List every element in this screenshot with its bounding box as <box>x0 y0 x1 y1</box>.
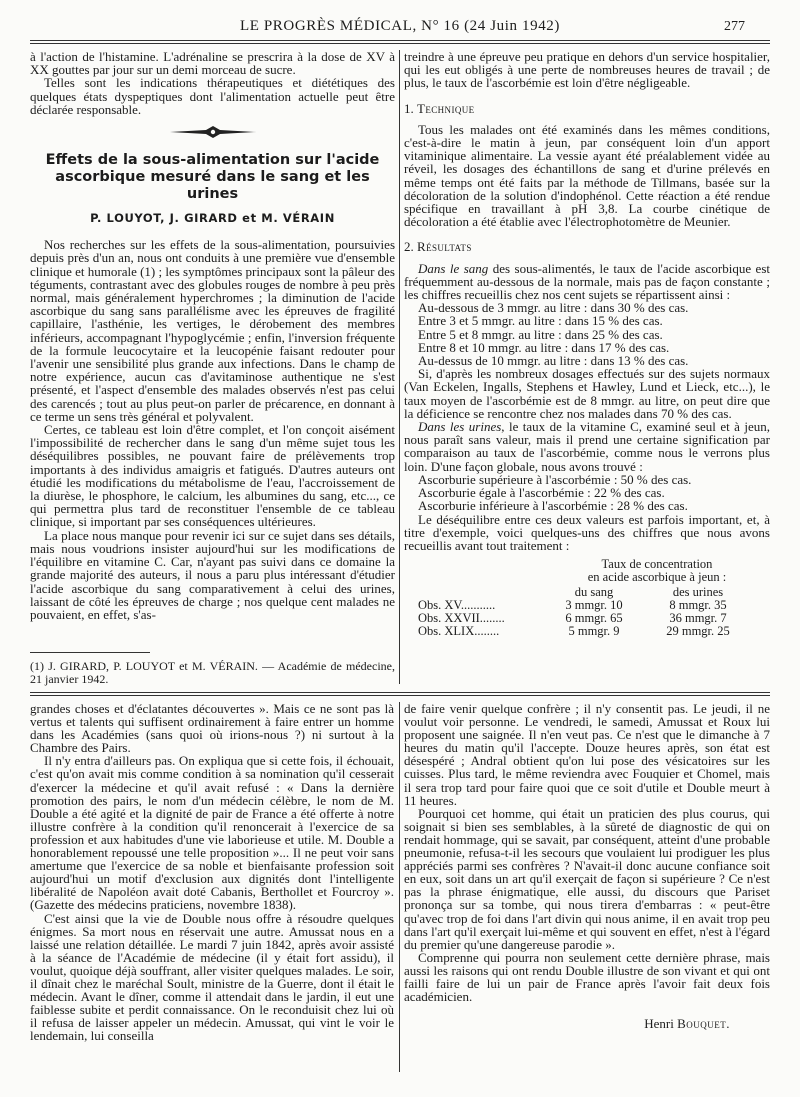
section-number: 2. <box>404 239 414 255</box>
blood-results-list <box>404 301 770 367</box>
page-number: 277 <box>724 19 745 34</box>
list-item: Au-dessous de 3 mmgr. au litre : dans 30 % des cas. <box>418 300 689 316</box>
blood-value: 3 mmgr. 10 <box>565 598 623 613</box>
body-paragraph: treindre à une épreuve peu pratique en dehors d'un service hospitalier, qui les eut obligés à une perte de nombreuses heures de travail ; de plus, le taux de l'ascorbémie est loin d'être négligeable. <box>404 49 770 91</box>
section-separator <box>30 692 770 693</box>
text-run: , le taux de la vitamine C, examiné seul et à jeun, nous paraît sans valeur, mais il prend une certaine signification par comparaison au taux de l'ascorbémie, comme nous le verrons plus loin. D'une façon globale, nous avons trouvé : <box>404 419 770 474</box>
header-rule-2 <box>30 43 770 44</box>
body-paragraph: La place nous manque pour revenir ici sur ce sujet dans ses détails, mais nous voudrions insister aujourd'hui sur les modifications de l'équilibre en vitamine C. Car, n'ayant pas suivi dans ce domaine la grande majorité des auteurs, il nous a paru plus intéressant d'étudier l'acide ascorbique du sang comparativement à celui des urines, laissant de côté les épreuves de charge ; nos quelque cent malades ne pouvaient, en effet, s'as- <box>30 527 395 622</box>
top-right-column <box>404 50 770 638</box>
body-paragraph: grandes choses et d'éclatantes découvertes ». Mais ce ne sont pas là vertus et talents qui suffisent ordinairement à faire entrer un homme dans les Académies (sans quoi où irions-nous ?) ni surtout à la Chambre des Pairs. <box>30 701 394 756</box>
section-ornament <box>30 126 395 138</box>
list-item: Ascorburie supérieure à l'ascorbémie : 50 % des cas. <box>418 471 692 487</box>
list-item: Ascorburie inférieure à l'ascorbémie : 28 % des cas. <box>418 498 688 514</box>
list-item: Entre 3 et 5 mmgr. au litre : dans 15 % des cas. <box>418 313 663 329</box>
body-paragraph: Le déséquilibre entre ces deux valeurs est parfois important, et, à titre d'exemple, voici quelques-uns des chiffres que nous avons recueillis avant tout traitement : <box>404 511 770 553</box>
urine-value: 36 mmgr. 7 <box>669 611 727 626</box>
row-label: Obs. XV........... <box>418 598 496 613</box>
body-paragraph: Il n'y entra d'ailleurs pas. On expliqua que si cette fois, il échouait, c'est qu'on avait mis comme condition à sa nomination qu'il cesserait d'exercer la médecine et qu'il avait refusé : « Dans la dernière promotion des pairs, le nom d'un médecin célèbre, le nom de M. Double a été agité et la dignité de pair de France a été offerte à notre illustre confrère à la condition qu'il renoncerait à l'exercice de sa profession et aux habitudes d'une vie laborieuse et utile. M. Double a honorablement repoussé une telle proposition »... Il ne peut voir sans amertume que l'exercice de sa noble et bienfaisante profession soit aujourd'hui un motif d'exclusion aux dignités dont l'intelligente libéralité de Napoléon avait doté Cabanis, Berthollet et Fourcroy ». (Gazette des médecins praticiens, novembre 1838). <box>30 753 394 913</box>
emphasis: Dans les urines <box>418 419 502 435</box>
body-paragraph: Pourquoi cet homme, qui était un praticien des plus courus, qui soignait si bien ses semblables, à la sûreté de diagnostic de qui on rendait hommage, qui se savait, par conséquent, atteint d'une probable pneumonie, refusa-t-il les secours que voulaient lui prodiguer les plus appréciés parmi ses confrères ? N'avait-il donc aucune confiance soit en eux, soit dans un art qu'il exerçait de façon si supérieure ? Ce n'est pas la phrase énigmatique, elle aussi, du discours que Pariset prononça sur sa tombe, qui nous tirera d'embarras : « peut-être qu'avec trop de foi dans l'art divin qui nous anime, il en avait trop peu dans l'art qu'il exerçait lui-même et qui souvent en effet, n'est à l'égard du premier qu'une dangereuse parodie ». <box>404 805 770 952</box>
blood-value: 6 mmgr. 65 <box>565 611 623 626</box>
footnote-text: (1) J. GIRARD, P. LOUYOT et M. VÉRAIN. — Académie de médecine, 21 janvier 1942. <box>30 659 395 686</box>
section-title: Résultats <box>417 239 472 255</box>
text-run: des sous-alimentés, le taux de l'acide ascorbique est fréquemment au-dessous de la normale, mais pas de façon constante ; les chiffres recueillis chez nos cent sujets se répartissent ainsi : <box>404 260 770 303</box>
urine-value: 29 mmgr. 25 <box>666 624 730 639</box>
intro-paragraph: Telles sont les indications thérapeutiques et diététiques des quelques états dyspeptiques dont l'alimentation actuelle peut être déclarée responsable. <box>30 75 395 117</box>
body-paragraph: Certes, ce tableau est loin d'être complet, et l'on conçoit aisément l'impossibilité de rechercher dans le sang d'un même sujet tous les déséquilibres possibles, ne pouvant faire de prélèvements trop importants à des individus amaigris et fatigués. D'autres auteurs ont étudié les modifications du métabolisme de l'eau, l'accroissement de la diurèse, le phosphore, le calcium, les albumines du sang, etc..., ce qui permettra plus tard de reconstituer l'ensemble de ce tableau clinique, si important par ses conséquences ultérieures. <box>30 422 395 530</box>
column-divider <box>399 50 400 684</box>
body-paragraph: Nos recherches sur les effets de la sous-alimentation, poursuivies depuis près d'un an, nous ont conduits à une première vue d'ensemble clinique et humorale (1) ; les symptômes principaux sont la pâleur des téguments, contrastant avec des globules rouges de nombre à peu près normal, mais généralement hyperchromes ; la diminution de l'acide ascorbique du sang sans parallélisme avec les épreuves de fragilité capillaire, l'asthénie, les vertiges, le dérobement des membres inférieurs, accompagnant l'hypoglycémie ; enfin, l'inversion fréquente de la formule leucocytaire et la leucopénie faisant redouter pour l'avenir une sensibilité plus grande aux infections. Dans le champ de notre expérience, aucun cas d'avitaminose authentique ne s'est présenté, et l'aspect d'ensemble des malades observés n'est pas celui des carencés ; tout au plus peut-on parler de précarence, en donnant à ce terme un sens très général et polyvalent. <box>30 237 395 424</box>
body-paragraph: Tous les malades ont été examinés dans les mêmes conditions, c'est-à-dire le matin à jeun, par conséquent loin d'un apport vitaminique alimentaire. La vessie ayant été préalablement vidée au réveil, les dosages des échantillons de sang et d'urine prélevés en même temps ont été faits par la méthode de Tillmans, basée sur la décoloration de la solution d'indophénol. Cette réaction a été rendue spécifique en travaillant à pH 3,8. La courbe cinétique de décoloration a été établie avec l'électrophotomètre de Meunier. <box>404 121 770 230</box>
list-item: Ascorburie égale à l'ascorbémie : 22 % des cas. <box>418 485 665 501</box>
intro-paragraph: à l'action de l'histamine. L'adrénaline se prescrira à la dose de XV à XX gouttes par jour sur un demi morceau de sucre. <box>30 49 395 78</box>
emphasis: Dans le sang <box>418 260 489 276</box>
body-paragraph: Si, d'après les nombreux dosages effectués sur des sujets normaux (Van Eckelen, Ingalls, Stephens et Hawley, Lund et Lieck, etc...), le taux moyen de l'ascorbémie est de 8 mmgr. au litre, on peut dire que la déficience se rencontre chez nos malades dans 70 % des cas. <box>404 366 770 421</box>
body-paragraph: Comprenne qui pourra non seulement cette dernière phrase, mais aussi les raisons qui ont rendu Double illustre de son vivant et qui ont failli faire de lui un pair de France après l'avoir fait deux fois académicien. <box>404 949 770 1005</box>
section-title: Technique <box>417 100 475 116</box>
section-heading-resultats <box>404 240 770 253</box>
row-label: Obs. XLIX........ <box>418 624 500 639</box>
signature-last-name: Bouquet. <box>677 1016 730 1032</box>
list-item: Entre 8 et 10 mmgr. au litre : dans 17 % des cas. <box>418 339 670 355</box>
top-left-column <box>30 50 395 621</box>
signature-first-name: Henri <box>644 1016 674 1032</box>
section-number: 1. <box>404 100 414 116</box>
blood-value: 5 mmgr. 9 <box>568 624 620 639</box>
table-heading: en acide ascorbique à jeun : <box>587 570 727 585</box>
header-rule <box>30 40 770 41</box>
urine-value: 8 mmgr. 35 <box>669 598 727 613</box>
section-separator-2 <box>30 695 770 696</box>
body-paragraph <box>404 420 770 473</box>
list-item: Au-dessus de 10 mmgr. au litre : dans 13 % des cas. <box>418 353 689 369</box>
list-item: Entre 5 et 8 mmgr. au litre : dans 25 % des cas. <box>418 326 663 342</box>
running-header <box>0 18 800 38</box>
body-paragraph: de faire venir quelque confrère ; il n'y consentit pas. Le jeudi, il ne voulut voir personne. Le vendredi, le samedi, Amussat et Roux lui proposent une saignée. Il n'en veut pas. Ce n'est que le dimanche à 7 heures du matin qu'il l'accepte. Douze heures après, son état est désespéré ; Andral obtient qu'on lui pose des vésicatoires sur les cuisses. Plus tard, le même reviendra avec Fouquier et Chomel, mais il sera trop tard pour faire quoi que ce soit d'utile et Double meurt à 11 heures. <box>404 701 770 808</box>
concentration-table <box>404 558 770 638</box>
bottom-left-column <box>30 702 394 1042</box>
table-heading: Taux de concentration <box>601 557 713 572</box>
body-paragraph: C'est ainsi que la vie de Double nous offre à résoudre quelques énigmes. Sa mort nous en réservait une autre. Amussat nous en a laissé une relation détaillée. Le mardi 7 juin 1842, après avoir assisté à la séance de l'Académie de médecine (il y était fort assidu), il voulut, quoique déjà souffrant, aller visiter quelques malades. Le soir, il dînait chez le maréchal Soult, ministre de la Guerre, dont il était le médecin. Avant le dîner, comme il attendait dans le jardin, il eut une faiblesse subite et perdit connaissance. On le reconduisit chez lui où il refusa de laisser appeler un médecin. Amussat, qui vint le voir le lendemain, lui conseilla <box>30 910 394 1044</box>
row-label: Obs. XXVII........ <box>418 611 505 626</box>
article-title: Effets de la sous-alimentation sur l'acide ascorbique mesuré dans le sang et les urines <box>45 152 380 203</box>
column-header: du sang <box>574 585 614 600</box>
column-divider <box>399 702 400 1072</box>
bottom-right-column <box>404 702 770 1030</box>
journal-title: LE PROGRÈS MÉDICAL, N° 16 (24 Juin 1942) <box>239 18 560 34</box>
ornament-icon <box>168 126 258 138</box>
column-header: des urines <box>672 585 724 600</box>
body-paragraph <box>404 262 770 302</box>
article-authors: P. LOUYOT, J. GIRARD et M. VÉRAIN <box>90 211 335 226</box>
urine-results-list <box>404 473 770 513</box>
footnote <box>30 660 395 685</box>
section-heading-technique <box>404 102 770 115</box>
table <box>418 586 750 638</box>
author-signature <box>404 1017 770 1030</box>
table-row <box>418 625 750 638</box>
footnote-rule <box>30 652 150 653</box>
